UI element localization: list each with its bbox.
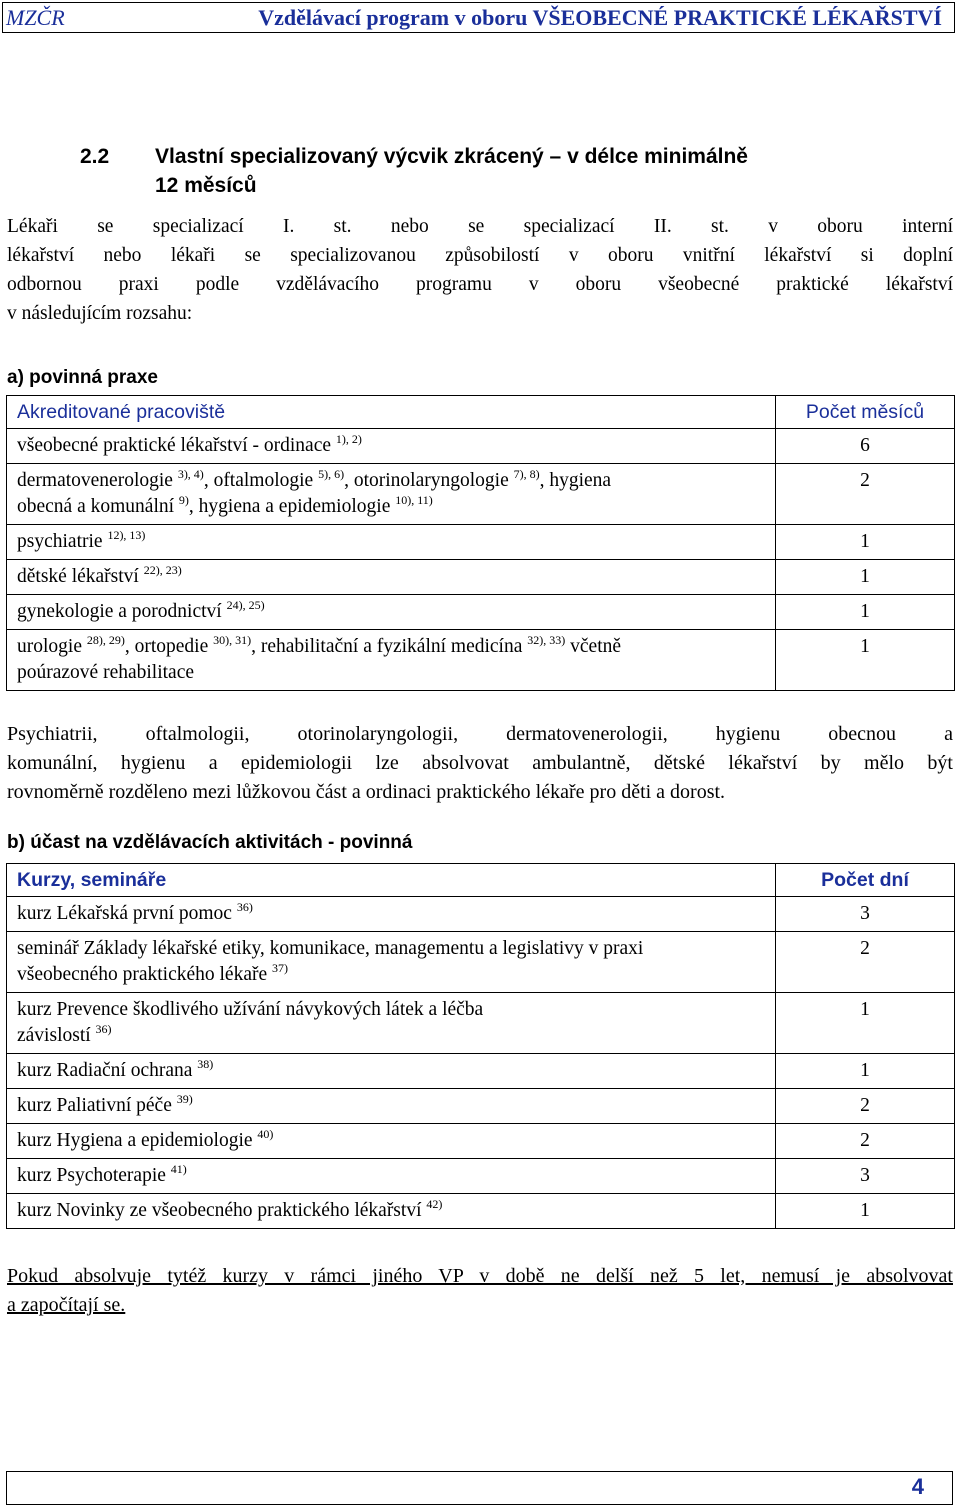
days-cell: 3 bbox=[776, 897, 955, 932]
table-header-row bbox=[7, 864, 955, 897]
section-heading bbox=[80, 142, 880, 200]
table-row bbox=[7, 897, 955, 932]
table-row bbox=[7, 932, 955, 993]
course-cell: kurz Radiační ochrana $^{38)}$ bbox=[7, 1054, 776, 1089]
intro-line: lékařství nebo lékaři se specializovanou způsobilostí v oboru vnitřní lékařství si doplní bbox=[7, 245, 953, 266]
course-cell: kurz Novinky ze všeobecného praktického lékařství $^{42)}$ bbox=[7, 1194, 776, 1229]
workplace-cell: gynekologie a porodnictví $^{24), 25)}$ bbox=[7, 595, 776, 630]
course-cell: kurz Paliativní péče $^{39)}$ bbox=[7, 1089, 776, 1124]
workplace-cell: dětské lékařství $^{22), 23)}$ bbox=[7, 560, 776, 595]
note-line: rovnoměrně rozděleno mezi lůžkovou část a ordinaci praktického lékaře pro děti a dorost. bbox=[7, 781, 726, 803]
column-header-courses: Kurzy, semináře bbox=[7, 864, 776, 897]
note-line: komunální, hygienu a epidemiologii lze absolvovat ambulantně, dětské lékařství by mělo být bbox=[7, 752, 953, 774]
course-cell: kurz Prevence škodlivého užívání návykových látek a léčba závislostí $^{36)}$ bbox=[7, 993, 776, 1054]
repeat-courses-note bbox=[7, 1262, 953, 1320]
days-cell: 2 bbox=[776, 1089, 955, 1124]
table-row bbox=[7, 1159, 955, 1194]
table-row bbox=[7, 1089, 955, 1124]
table-row bbox=[7, 1124, 955, 1159]
table-row bbox=[7, 993, 955, 1054]
table-row bbox=[7, 1054, 955, 1089]
column-header-days: Počet dní bbox=[776, 864, 955, 897]
header-program-title: Vzdělávací program v oboru VŠEOBECNÉ PRAKTICKÉ LÉKAŘSTVÍ bbox=[258, 5, 942, 30]
table-row bbox=[7, 429, 955, 464]
intro-paragraph bbox=[7, 212, 953, 328]
months-cell: 1 bbox=[776, 525, 955, 560]
workplace-cell: dermatovenerologie $^{3), 4)}$, oftalmologie $^{5), 6)}$, otorinolaryngologie $^{7), 8)}$, hygiena obecná a komunální $^{9)}$, hygiena a epidemiologie $^{10), 11)}$ bbox=[7, 464, 776, 525]
workplace-cell: psychiatrie $^{12), 13)}$ bbox=[7, 525, 776, 560]
days-cell: 3 bbox=[776, 1159, 955, 1194]
months-cell: 6 bbox=[776, 429, 955, 464]
note-line: a započítají se. bbox=[7, 1294, 126, 1316]
months-cell: 1 bbox=[776, 560, 955, 595]
courses-table bbox=[6, 863, 955, 1229]
course-cell: kurz Psychoterapie $^{41)}$ bbox=[7, 1159, 776, 1194]
table-row bbox=[7, 525, 955, 560]
course-cell: seminář Základy lékařské etiky, komunikace, managementu a legislativy v praxi všeobecného praktického lékaře $^{37)}$ bbox=[7, 932, 776, 993]
intro-line: v následujícím rozsahu: bbox=[7, 303, 193, 324]
ambulatory-note bbox=[7, 720, 953, 807]
section-title-line1: Vlastní specializovaný výcvik zkrácený – v délce minimálně bbox=[155, 145, 748, 168]
days-cell: 1 bbox=[776, 1194, 955, 1229]
section-number: 2.2 bbox=[80, 145, 110, 168]
courses-heading: b) účast na vzdělávacích aktivitách - povinná bbox=[7, 832, 413, 853]
header-ministry: MZČR bbox=[6, 5, 65, 30]
months-cell: 2 bbox=[776, 464, 955, 525]
column-header-workplace: Akreditované pracoviště bbox=[7, 396, 776, 429]
days-cell: 2 bbox=[776, 1124, 955, 1159]
table-row bbox=[7, 560, 955, 595]
practice-table bbox=[6, 395, 955, 691]
intro-line: odbornou praxi podle vzdělávacího programu v oboru všeobecné praktické lékařství bbox=[7, 274, 953, 295]
page-footer bbox=[6, 1471, 953, 1505]
note-line: Pokud absolvuje tytéž kurzy v rámci jiného VP v době ne delší než 5 let, nemusí je absolvovat bbox=[7, 1265, 953, 1287]
table-row bbox=[7, 1194, 955, 1229]
table-header-row bbox=[7, 396, 955, 429]
months-cell: 1 bbox=[776, 595, 955, 630]
days-cell: 1 bbox=[776, 1054, 955, 1089]
section-title-line2: 12 měsíců bbox=[155, 174, 257, 197]
months-cell: 1 bbox=[776, 630, 955, 691]
table-row bbox=[7, 464, 955, 525]
note-line: Psychiatrii, oftalmologii, otorinolaryngologii, dermatovenerologii, hygienu obecnou a bbox=[7, 723, 953, 745]
course-cell: kurz Hygiena a epidemiologie $^{40)}$ bbox=[7, 1124, 776, 1159]
column-header-months: Počet měsíců bbox=[776, 396, 955, 429]
course-cell: kurz Lékařská první pomoc $^{36)}$ bbox=[7, 897, 776, 932]
practice-heading: a) povinná praxe bbox=[7, 367, 158, 388]
days-cell: 2 bbox=[776, 932, 955, 993]
page-number: 4 bbox=[911, 1474, 924, 1499]
page-header bbox=[2, 2, 955, 33]
workplace-cell: urologie $^{28), 29)}$, ortopedie $^{30), 31)}$, rehabilitační a fyzikální medicína $^{32), 33)}$ včetně poúrazové rehabilitace bbox=[7, 630, 776, 691]
days-cell: 1 bbox=[776, 993, 955, 1054]
table-row bbox=[7, 595, 955, 630]
table-row bbox=[7, 630, 955, 691]
workplace-cell: všeobecné praktické lékařství - ordinace $^{1), 2)}$ bbox=[7, 429, 776, 464]
intro-line: Lékaři se specializací I. st. nebo se specializací II. st. v oboru interní bbox=[7, 216, 953, 237]
